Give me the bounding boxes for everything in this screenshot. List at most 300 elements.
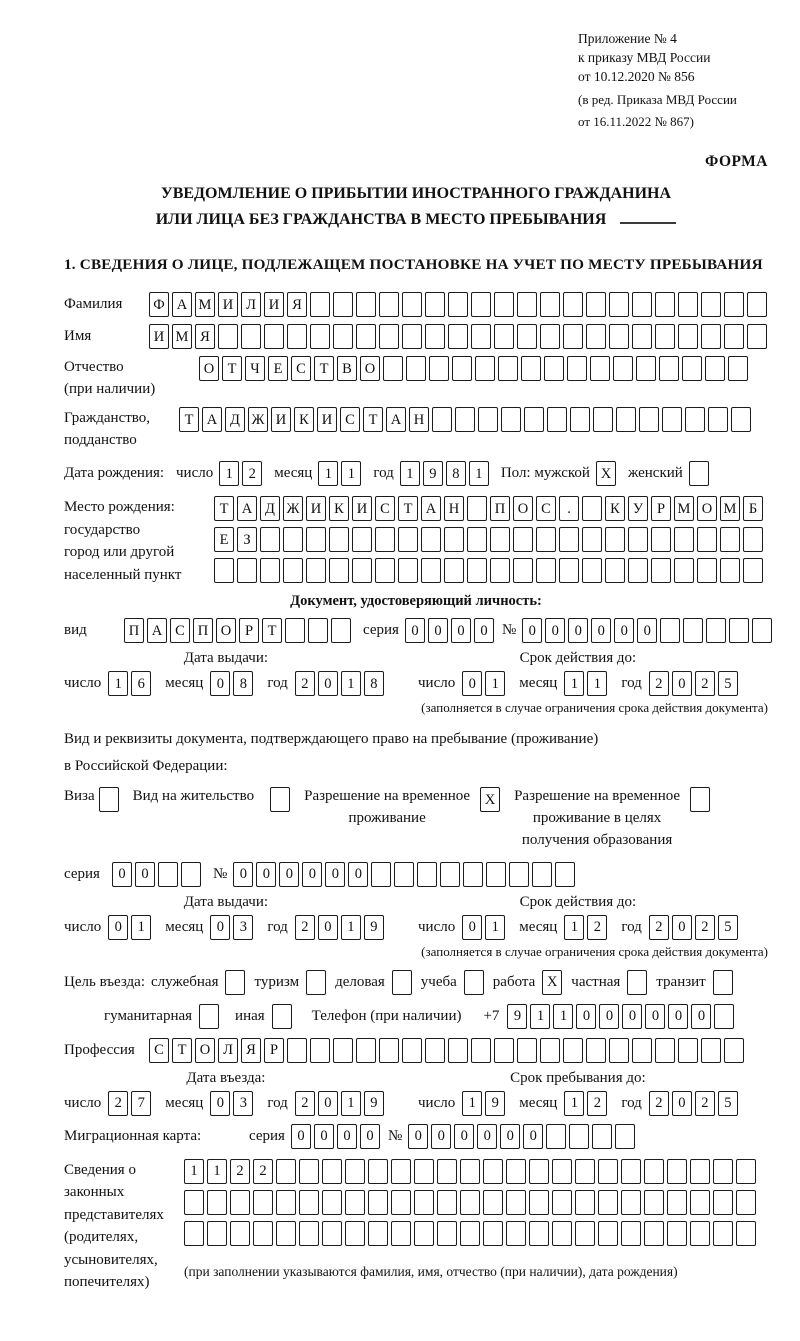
char-cell[interactable] [506,1221,526,1246]
entry-month-cells[interactable] [210,1091,253,1116]
birthplace-row3-cells[interactable] [214,558,763,583]
char-cell[interactable]: 1 [400,461,420,486]
char-cell[interactable] [225,970,245,995]
char-cell[interactable] [701,1038,721,1063]
char-cell[interactable]: О [697,496,717,521]
char-cell[interactable]: 1 [469,461,489,486]
char-cell[interactable]: . [559,496,579,521]
char-cell[interactable]: Д [260,496,280,521]
purpose-transit-checkbox[interactable] [713,970,733,995]
char-cell[interactable]: 0 [431,1124,451,1149]
char-cell[interactable]: 0 [568,618,588,643]
char-cell[interactable]: 0 [614,618,634,643]
char-cell[interactable] [524,407,544,432]
char-cell[interactable]: 2 [695,671,715,696]
char-cell[interactable] [345,1190,365,1215]
char-cell[interactable]: 0 [112,862,132,887]
char-cell[interactable] [391,1190,411,1215]
char-cell[interactable]: 1 [485,671,505,696]
stay-year-cells[interactable] [649,1091,738,1116]
char-cell[interactable]: 1 [462,1091,482,1116]
char-cell[interactable] [724,292,744,317]
char-cell[interactable]: К [605,496,625,521]
char-cell[interactable] [678,292,698,317]
char-cell[interactable] [448,292,468,317]
char-cell[interactable] [678,324,698,349]
char-cell[interactable] [697,527,717,552]
char-cell[interactable] [724,1038,744,1063]
char-cell[interactable]: Р [651,496,671,521]
residence-valid-month-cells[interactable] [564,915,607,940]
char-cell[interactable]: О [513,496,533,521]
purpose-tourism-checkbox[interactable] [306,970,326,995]
char-cell[interactable]: 0 [672,1091,692,1116]
char-cell[interactable]: Л [241,292,261,317]
char-cell[interactable] [639,407,659,432]
char-cell[interactable] [460,1159,480,1184]
stay-month-cells[interactable] [564,1091,607,1116]
char-cell[interactable]: 0 [645,1004,665,1029]
char-cell[interactable]: 0 [135,862,155,887]
char-cell[interactable] [582,496,602,521]
char-cell[interactable] [345,1159,365,1184]
char-cell[interactable]: 7 [131,1091,151,1116]
char-cell[interactable] [720,527,740,552]
char-cell[interactable] [283,558,303,583]
char-cell[interactable] [368,1190,388,1215]
char-cell[interactable] [448,324,468,349]
char-cell[interactable] [575,1159,595,1184]
char-cell[interactable]: Ж [248,407,268,432]
char-cell[interactable]: 2 [649,671,669,696]
char-cell[interactable] [683,618,703,643]
char-cell[interactable]: 2 [295,1091,315,1116]
char-cell[interactable] [701,324,721,349]
char-cell[interactable]: А [421,496,441,521]
phone-cells[interactable] [507,1004,734,1029]
char-cell[interactable]: Я [241,1038,261,1063]
char-cell[interactable] [471,324,491,349]
char-cell[interactable]: 0 [210,915,230,940]
char-cell[interactable] [478,407,498,432]
char-cell[interactable] [563,292,583,317]
char-cell[interactable] [667,1159,687,1184]
entry-year-cells[interactable] [295,1091,384,1116]
char-cell[interactable]: 0 [622,1004,642,1029]
doc-type-cells[interactable] [124,618,351,643]
residence-valid-year-cells[interactable] [649,915,738,940]
char-cell[interactable]: 2 [587,915,607,940]
char-cell[interactable] [590,356,610,381]
char-cell[interactable]: Е [214,527,234,552]
char-cell[interactable] [552,1221,572,1246]
residence-valid-day-cells[interactable] [462,915,505,940]
char-cell[interactable] [708,407,728,432]
char-cell[interactable]: А [237,496,257,521]
char-cell[interactable] [714,1004,734,1029]
char-cell[interactable] [230,1221,250,1246]
representatives-row1-cells[interactable] [184,1159,756,1184]
profession-cells[interactable] [149,1038,744,1063]
char-cell[interactable] [513,558,533,583]
char-cell[interactable] [276,1221,296,1246]
char-cell[interactable] [552,1159,572,1184]
char-cell[interactable]: 0 [545,618,565,643]
doc-valid-month-cells[interactable] [564,671,607,696]
char-cell[interactable] [713,970,733,995]
char-cell[interactable]: 3 [233,1091,253,1116]
char-cell[interactable]: X [480,787,500,812]
visa-checkbox[interactable] [99,787,119,812]
char-cell[interactable]: 0 [210,671,230,696]
char-cell[interactable] [540,1038,560,1063]
char-cell[interactable] [529,1190,549,1215]
char-cell[interactable] [322,1159,342,1184]
char-cell[interactable]: 1 [564,671,584,696]
char-cell[interactable] [437,1221,457,1246]
char-cell[interactable]: С [340,407,360,432]
patronymic-cells[interactable] [199,356,748,381]
char-cell[interactable] [563,1038,583,1063]
char-cell[interactable] [490,558,510,583]
char-cell[interactable]: X [596,461,616,486]
char-cell[interactable] [713,1190,733,1215]
char-cell[interactable] [655,1038,675,1063]
char-cell[interactable]: 0 [522,618,542,643]
char-cell[interactable] [230,1190,250,1215]
char-cell[interactable]: О [216,618,236,643]
char-cell[interactable]: Т [262,618,282,643]
birthplace-row2-cells[interactable] [214,527,763,552]
char-cell[interactable]: Ф [149,292,169,317]
char-cell[interactable] [285,618,305,643]
char-cell[interactable]: 0 [591,618,611,643]
char-cell[interactable] [322,1221,342,1246]
char-cell[interactable]: 0 [599,1004,619,1029]
char-cell[interactable] [498,356,518,381]
char-cell[interactable] [632,324,652,349]
char-cell[interactable] [644,1159,664,1184]
char-cell[interactable] [662,407,682,432]
char-cell[interactable] [486,862,506,887]
temp-permit-checkbox[interactable] [480,787,500,812]
char-cell[interactable]: А [172,292,192,317]
char-cell[interactable] [460,1190,480,1215]
char-cell[interactable] [356,1038,376,1063]
char-cell[interactable] [414,1159,434,1184]
char-cell[interactable] [559,558,579,583]
char-cell[interactable]: П [490,496,510,521]
char-cell[interactable] [379,1038,399,1063]
char-cell[interactable]: 1 [184,1159,204,1184]
char-cell[interactable]: У [628,496,648,521]
residence-issue-month-cells[interactable] [210,915,253,940]
char-cell[interactable] [517,1038,537,1063]
char-cell[interactable]: 0 [462,915,482,940]
char-cell[interactable]: 6 [131,671,151,696]
char-cell[interactable] [609,324,629,349]
char-cell[interactable] [529,1221,549,1246]
char-cell[interactable]: 0 [314,1124,334,1149]
char-cell[interactable] [352,558,372,583]
char-cell[interactable] [547,407,567,432]
doc-number-cells[interactable] [522,618,772,643]
char-cell[interactable] [299,1221,319,1246]
char-cell[interactable]: Т [179,407,199,432]
char-cell[interactable] [425,1038,445,1063]
doc-valid-day-cells[interactable] [462,671,505,696]
migration-series-cells[interactable] [291,1124,380,1149]
char-cell[interactable] [448,1038,468,1063]
char-cell[interactable]: И [264,292,284,317]
char-cell[interactable] [241,324,261,349]
char-cell[interactable] [299,1159,319,1184]
char-cell[interactable]: С [149,1038,169,1063]
char-cell[interactable] [546,1124,566,1149]
char-cell[interactable] [724,324,744,349]
char-cell[interactable] [391,1159,411,1184]
char-cell[interactable]: 0 [672,915,692,940]
char-cell[interactable] [743,527,763,552]
char-cell[interactable] [513,527,533,552]
char-cell[interactable]: 0 [233,862,253,887]
char-cell[interactable] [333,1038,353,1063]
char-cell[interactable] [678,1038,698,1063]
char-cell[interactable] [392,970,412,995]
char-cell[interactable] [199,1004,219,1029]
char-cell[interactable]: 1 [530,1004,550,1029]
birthplace-row1-cells[interactable] [214,496,763,521]
char-cell[interactable]: 0 [360,1124,380,1149]
char-cell[interactable] [253,1221,273,1246]
char-cell[interactable]: Е [268,356,288,381]
char-cell[interactable] [237,558,257,583]
firstname-cells[interactable] [149,324,767,349]
char-cell[interactable] [329,527,349,552]
char-cell[interactable]: Н [409,407,429,432]
residence-series-cells[interactable] [112,862,201,887]
char-cell[interactable]: Т [222,356,242,381]
char-cell[interactable] [368,1159,388,1184]
char-cell[interactable] [402,292,422,317]
surname-cells[interactable] [149,292,767,317]
purpose-work-checkbox[interactable] [542,970,562,995]
char-cell[interactable] [306,970,326,995]
char-cell[interactable] [559,527,579,552]
char-cell[interactable] [736,1190,756,1215]
char-cell[interactable] [506,1190,526,1215]
char-cell[interactable] [452,356,472,381]
char-cell[interactable]: О [199,356,219,381]
char-cell[interactable] [306,527,326,552]
char-cell[interactable]: X [542,970,562,995]
char-cell[interactable] [99,787,119,812]
char-cell[interactable] [310,292,330,317]
char-cell[interactable] [674,527,694,552]
char-cell[interactable] [575,1190,595,1215]
char-cell[interactable] [375,527,395,552]
char-cell[interactable]: С [170,618,190,643]
sex-male-checkbox[interactable] [596,461,616,486]
char-cell[interactable]: Б [743,496,763,521]
char-cell[interactable]: 5 [718,1091,738,1116]
char-cell[interactable] [690,1221,710,1246]
char-cell[interactable]: 2 [649,1091,669,1116]
char-cell[interactable] [414,1221,434,1246]
char-cell[interactable]: С [375,496,395,521]
char-cell[interactable]: М [674,496,694,521]
char-cell[interactable]: Т [314,356,334,381]
char-cell[interactable] [383,356,403,381]
char-cell[interactable] [747,292,767,317]
char-cell[interactable] [685,407,705,432]
char-cell[interactable] [729,618,749,643]
char-cell[interactable] [655,292,675,317]
char-cell[interactable]: Т [363,407,383,432]
char-cell[interactable]: 9 [364,1091,384,1116]
char-cell[interactable]: 0 [477,1124,497,1149]
char-cell[interactable] [536,527,556,552]
char-cell[interactable] [207,1190,227,1215]
char-cell[interactable]: 0 [318,915,338,940]
char-cell[interactable] [636,356,656,381]
char-cell[interactable]: Т [398,496,418,521]
char-cell[interactable]: З [237,527,257,552]
char-cell[interactable] [621,1190,641,1215]
char-cell[interactable] [455,407,475,432]
char-cell[interactable] [752,618,772,643]
char-cell[interactable]: 5 [718,915,738,940]
char-cell[interactable]: 2 [695,915,715,940]
char-cell[interactable] [582,527,602,552]
char-cell[interactable] [689,461,709,486]
char-cell[interactable]: 0 [637,618,657,643]
char-cell[interactable] [667,1190,687,1215]
char-cell[interactable] [425,324,445,349]
char-cell[interactable] [651,558,671,583]
char-cell[interactable] [218,324,238,349]
char-cell[interactable]: 1 [553,1004,573,1029]
char-cell[interactable] [421,558,441,583]
char-cell[interactable] [570,407,590,432]
char-cell[interactable] [440,862,460,887]
char-cell[interactable]: В [337,356,357,381]
char-cell[interactable] [582,558,602,583]
char-cell[interactable] [331,618,351,643]
char-cell[interactable]: 0 [405,618,425,643]
char-cell[interactable]: 1 [341,461,361,486]
char-cell[interactable] [713,1221,733,1246]
char-cell[interactable]: 0 [318,671,338,696]
char-cell[interactable] [308,618,328,643]
char-cell[interactable] [333,324,353,349]
char-cell[interactable]: Ч [245,356,265,381]
char-cell[interactable] [260,527,280,552]
char-cell[interactable] [464,970,484,995]
char-cell[interactable]: Я [287,292,307,317]
char-cell[interactable]: 2 [108,1091,128,1116]
char-cell[interactable]: 2 [649,915,669,940]
char-cell[interactable] [475,356,495,381]
char-cell[interactable]: 0 [451,618,471,643]
char-cell[interactable] [276,1190,296,1215]
char-cell[interactable]: 8 [233,671,253,696]
char-cell[interactable] [517,292,537,317]
entry-day-cells[interactable] [108,1091,151,1116]
char-cell[interactable]: 0 [302,862,322,887]
char-cell[interactable] [613,356,633,381]
char-cell[interactable] [253,1190,273,1215]
char-cell[interactable] [690,1159,710,1184]
char-cell[interactable] [310,1038,330,1063]
char-cell[interactable] [402,1038,422,1063]
char-cell[interactable] [743,558,763,583]
char-cell[interactable] [644,1190,664,1215]
char-cell[interactable] [437,1190,457,1215]
char-cell[interactable]: 2 [587,1091,607,1116]
char-cell[interactable] [345,1221,365,1246]
char-cell[interactable] [632,292,652,317]
char-cell[interactable]: К [294,407,314,432]
char-cell[interactable]: П [193,618,213,643]
char-cell[interactable] [736,1159,756,1184]
char-cell[interactable]: Ж [283,496,303,521]
char-cell[interactable] [394,862,414,887]
char-cell[interactable]: Р [264,1038,284,1063]
char-cell[interactable]: 0 [668,1004,688,1029]
char-cell[interactable]: 1 [108,671,128,696]
char-cell[interactable]: 0 [108,915,128,940]
representatives-row3-cells[interactable] [184,1221,756,1246]
doc-valid-year-cells[interactable] [649,671,738,696]
char-cell[interactable] [432,407,452,432]
char-cell[interactable]: 1 [318,461,338,486]
char-cell[interactable]: 0 [672,671,692,696]
char-cell[interactable] [184,1190,204,1215]
char-cell[interactable]: С [536,496,556,521]
char-cell[interactable] [463,862,483,887]
char-cell[interactable]: 1 [587,671,607,696]
char-cell[interactable]: 9 [485,1091,505,1116]
char-cell[interactable] [483,1221,503,1246]
char-cell[interactable]: 2 [295,671,315,696]
char-cell[interactable] [659,356,679,381]
char-cell[interactable]: 2 [295,915,315,940]
char-cell[interactable] [593,407,613,432]
char-cell[interactable] [609,1038,629,1063]
char-cell[interactable]: Т [172,1038,192,1063]
residence-issue-day-cells[interactable] [108,915,151,940]
char-cell[interactable]: О [195,1038,215,1063]
char-cell[interactable] [356,292,376,317]
char-cell[interactable] [605,527,625,552]
char-cell[interactable] [706,618,726,643]
char-cell[interactable] [490,527,510,552]
char-cell[interactable] [628,527,648,552]
char-cell[interactable] [609,292,629,317]
char-cell[interactable]: 0 [256,862,276,887]
doc-issue-day-cells[interactable] [108,671,151,696]
char-cell[interactable] [375,558,395,583]
char-cell[interactable]: И [306,496,326,521]
purpose-official-checkbox[interactable] [225,970,245,995]
char-cell[interactable]: 0 [279,862,299,887]
char-cell[interactable]: М [172,324,192,349]
char-cell[interactable] [421,527,441,552]
char-cell[interactable] [621,1221,641,1246]
char-cell[interactable]: М [720,496,740,521]
char-cell[interactable] [667,1221,687,1246]
